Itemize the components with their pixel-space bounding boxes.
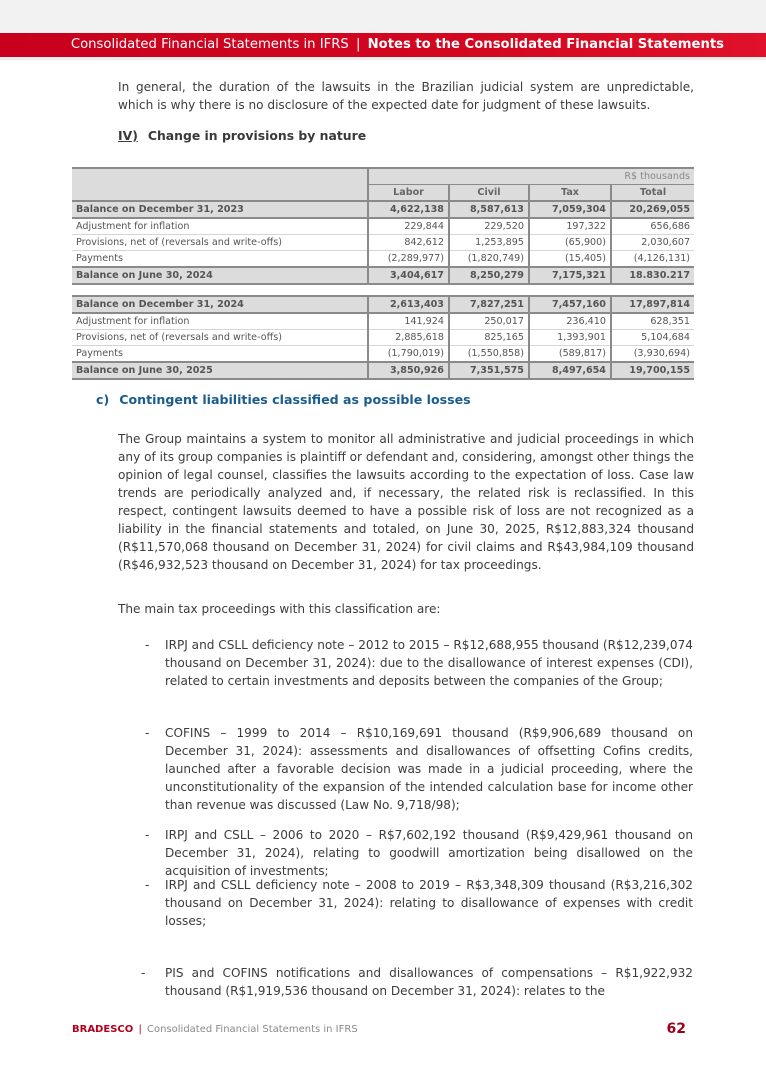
table-unit-row [72,168,694,185]
col-header-tax: Tax [529,185,611,202]
col-header-civil: Civil [449,185,529,202]
col-header-labor: Labor [368,185,449,202]
header-section-title: Notes to the Consolidated Financial Statements [367,37,724,52]
header-shadow [0,57,766,60]
table-row: Balance on June 30, 2025 3,850,926 7,351,575 8,497,654 19,700,155 [72,362,694,379]
list-item [141,964,693,1000]
table-row: Provisions, net of (reversals and write-offs) 2,885,618 825,165 1,393,901 5,104,684 [72,330,694,346]
list-item-text: IRPJ and CSLL deficiency note – 2012 to 2015 – R$12,688,955 thousand (R$12,239,074 thousand on December 31, 2024): due to the disallowance of interest expenses (CDI), related to certain investments and deposits between the companies of the Group; [165,638,693,688]
section-iv-number: IV) [118,128,138,143]
bullet-dash: - [145,878,150,892]
footer-brand-logo: BRADESCO [72,1024,134,1035]
section-iv-title: Change in provisions by nature [147,128,367,143]
col-header-total: Total [611,185,694,202]
page-footer [72,1021,686,1037]
list-item [145,876,693,930]
table-row: Provisions, net of (reversals and write-offs) 842,612 1,253,895 (65,900) 2,030,607 [72,235,694,251]
table-unit-label: R$ thousands [368,168,694,185]
footer-separator: | [138,1024,142,1035]
provisions-table-2024 [72,167,694,285]
table-header-row [72,185,694,202]
bullet-dash: - [141,966,146,980]
bullet-dash: - [145,638,150,652]
table-row: Payments (1,790,019) (1,550,858) (589,817) (3,930,694) [72,346,694,363]
table-row: Balance on December 31, 2024 2,613,403 7,827,251 7,457,160 17,897,814 [72,296,694,313]
list-item [145,724,693,814]
footer-doc-title: Consolidated Financial Statements in IFRS [147,1024,358,1035]
header-separator: | [355,37,361,52]
list-item [145,826,693,880]
section-c-title: Contingent liabilities classified as possible losses [119,392,471,407]
page-number: 62 [666,1021,686,1037]
list-item-text: PIS and COFINS notifications and disallowances of compensations – R$1,922,932 thousand (R$1,919,536 thousand on December 31, 2024): relates to the [165,966,693,998]
list-item [145,636,693,690]
section-c-number: c) [96,392,110,407]
intro-paragraph: In general, the duration of the lawsuits in the Brazilian judicial system are unpredictable, which is why there is no disclosure of the expected date for judgment of these lawsuits. [118,80,694,112]
table-row: Payments (2,289,977) (1,820,749) (15,405) (4,126,131) [72,251,694,268]
list-item-text: COFINS – 1999 to 2014 – R$10,169,691 thousand (R$9,906,689 thousand on December 31, 2024): assessments and disallowances of offsetting Cofins credits, launched after a favorable decision was made in a judicial proceeding, where the unconstitutionality of the expansion of the intended calculation base for income other than revenue was discussed (Law No. 9,718/98); [165,726,693,812]
page-header-bar [0,33,766,57]
list-item-text: IRPJ and CSLL – 2006 to 2020 – R$7,602,192 thousand (R$9,429,961 thousand on December 31, 2024), relating to goodwill amortization being disallowed on the acquisition of investments; [165,828,693,878]
bullet-dash: - [145,828,150,842]
table-row: Adjustment for inflation 141,924 250,017 236,410 628,351 [72,313,694,330]
main-tax-proceedings-intro: The main tax proceedings with this classification are: [118,602,441,616]
section-c-heading [96,392,471,407]
table-row: Adjustment for inflation 229,844 229,520 197,322 656,686 [72,218,694,235]
provisions-table-2025 [72,295,694,380]
header-doc-title: Consolidated Financial Statements in IFRS [70,37,349,52]
table-row: Balance on June 30, 2024 3,404,617 8,250,279 7,175,321 18.830.217 [72,267,694,284]
list-item-text: IRPJ and CSLL deficiency note – 2008 to 2019 – R$3,348,309 thousand (R$3,216,302 thousand on December 31, 2024): relating to disallowance of expenses with credit losses; [165,878,693,928]
section-iv-heading [118,128,366,143]
contingent-liabilities-paragraph: The Group maintains a system to monitor all administrative and judicial proceedings in which any of its group companies is plaintiff or defendant and, considering, amongst other things the opinion of legal counsel, classifies the lawsuits according to the expectation of loss. Case law trends are periodically analyzed and, if necessary, the related risk is reclassified. In this respect, contingent lawsuits deemed to have a possible risk of loss are not recognized as a liability in the financial statements and totaled, on June 30, 2025, R$12,883,324 thousand (R$11,570,068 thousand on December 31, 2024) for civil claims and R$43,984,109 thousand (R$46,932,523 thousand on December 31, 2024) for tax proceedings. [118,432,694,572]
bullet-dash: - [145,726,150,740]
table-row: Balance on December 31, 2023 4,622,138 8,587,613 7,059,304 20,269,055 [72,201,694,218]
top-margin [0,0,766,33]
